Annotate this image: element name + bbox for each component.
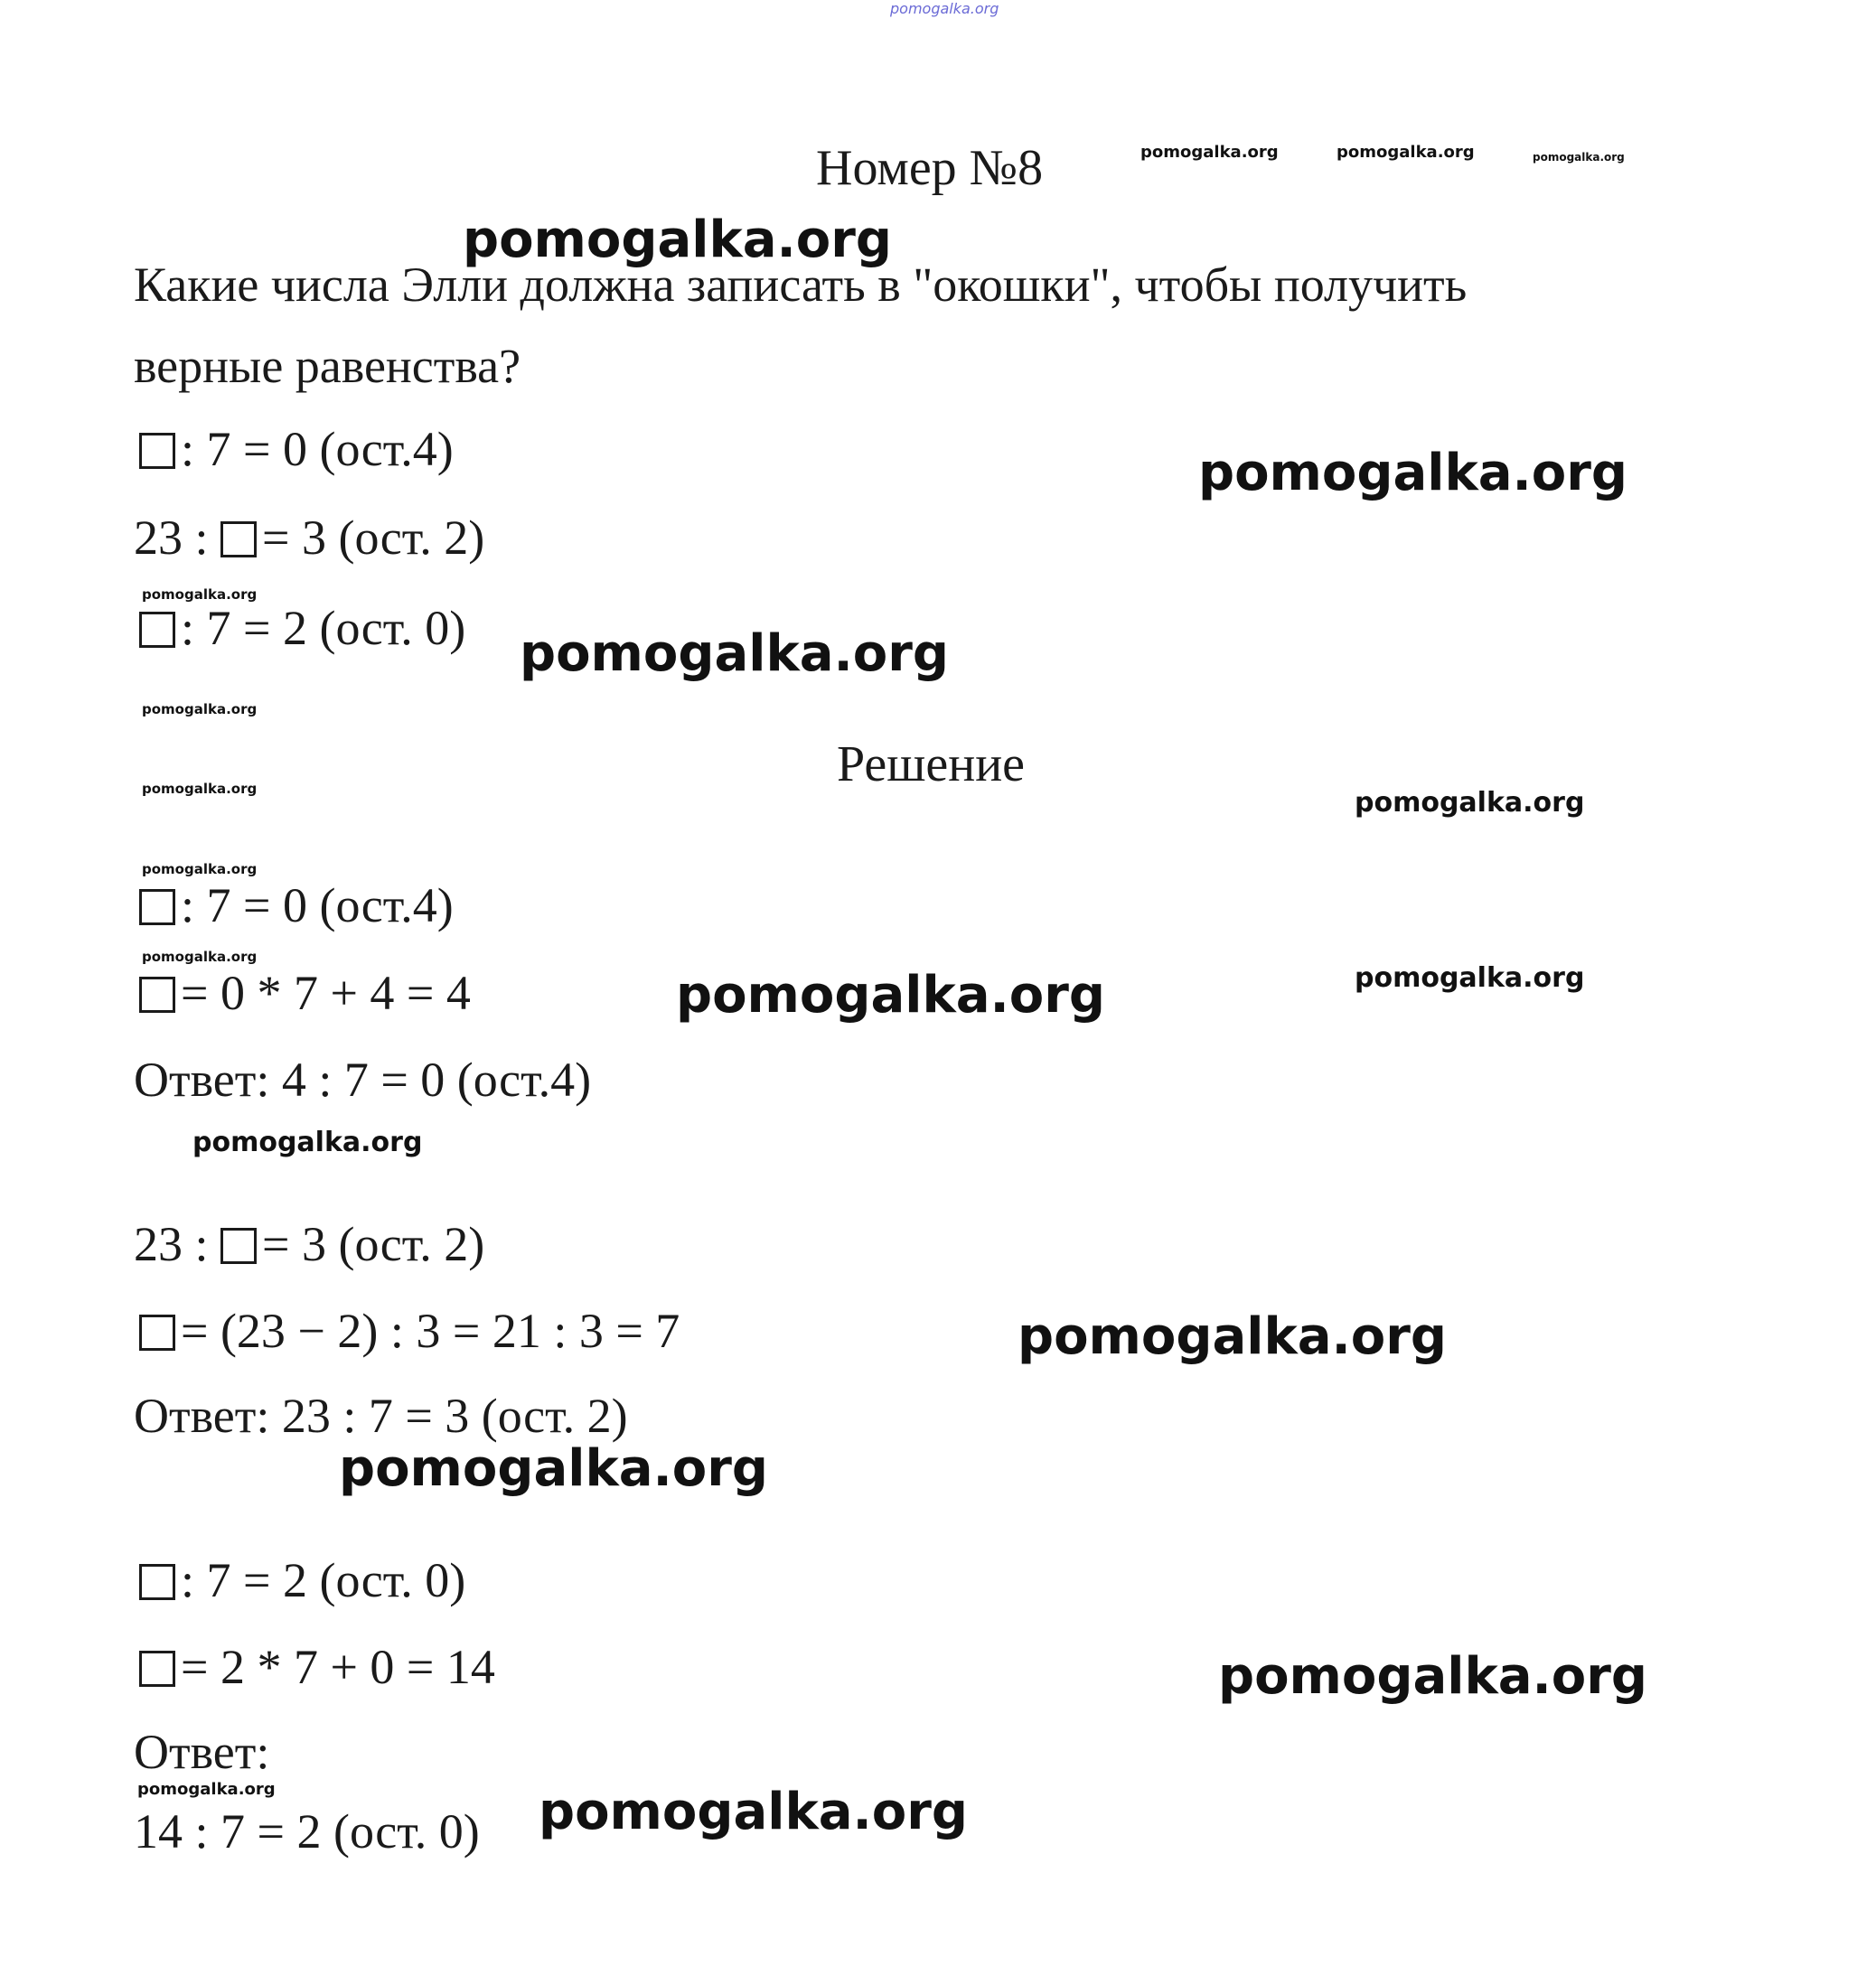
watermark: pomogalka.org bbox=[137, 1780, 276, 1799]
watermark: pomogalka.org bbox=[1140, 143, 1279, 162]
watermark: pomogalka.org bbox=[192, 1127, 423, 1158]
solution-1-line-1: : 7 = 0 (ост.4) bbox=[139, 881, 454, 930]
answer-box bbox=[139, 1315, 175, 1351]
answer-box bbox=[139, 1651, 175, 1687]
watermark: pomogalka.org bbox=[142, 586, 258, 603]
solution-2-answer: Ответ: 23 : 7 = 3 (ост. 2) bbox=[134, 1389, 628, 1443]
watermark: pomogalka.org bbox=[1355, 787, 1585, 819]
answer-box bbox=[139, 1564, 175, 1600]
watermark: pomogalka.org bbox=[142, 701, 258, 717]
watermark: pomogalka.org bbox=[539, 1783, 968, 1841]
watermark: pomogalka.org bbox=[142, 861, 258, 877]
watermark: pomogalka.org bbox=[1355, 962, 1585, 994]
watermark: pomogalka.org bbox=[520, 624, 949, 683]
watermark: pomogalka.org bbox=[142, 781, 258, 797]
answer-box bbox=[139, 433, 175, 469]
answer-box bbox=[139, 977, 175, 1013]
solution-3-line-1: : 7 = 2 (ост. 0) bbox=[139, 1556, 465, 1605]
question-line-1: Какие числа Элли должна записать в "окошки", чтобы получить bbox=[134, 257, 1468, 312]
watermark: pomogalka.org bbox=[142, 949, 258, 965]
solution-1-line-2: = 0 * 7 + 4 = 4 bbox=[139, 969, 471, 1017]
watermark: pomogalka.org bbox=[463, 211, 892, 269]
watermark: pomogalka.org bbox=[1337, 143, 1475, 162]
solution-title: Решение bbox=[837, 736, 1026, 792]
watermark: pomogalka.org bbox=[339, 1439, 768, 1498]
page-title: Номер №8 bbox=[816, 140, 1044, 196]
task-2: 23 : = 3 (ост. 2) bbox=[134, 510, 485, 565]
answer-box bbox=[220, 1228, 257, 1264]
watermark: pomogalka.org bbox=[1198, 444, 1627, 502]
watermark: pomogalka.org bbox=[676, 966, 1105, 1025]
solution-2-line-1: 23 : = 3 (ост. 2) bbox=[134, 1217, 485, 1271]
solution-3-answer-label: Ответ: bbox=[134, 1725, 270, 1779]
task-1: : 7 = 0 (ост.4) bbox=[139, 425, 454, 473]
watermark: pomogalka.org bbox=[1533, 151, 1625, 164]
solution-3-line-2: = 2 * 7 + 0 = 14 bbox=[139, 1643, 495, 1691]
watermark: pomogalka.org bbox=[1018, 1307, 1447, 1366]
answer-box bbox=[139, 612, 175, 648]
answer-box bbox=[139, 889, 175, 925]
solution-2-line-2: = (23 − 2) : 3 = 21 : 3 = 7 bbox=[139, 1306, 680, 1355]
answer-box bbox=[220, 521, 257, 557]
task-3: : 7 = 2 (ост. 0) bbox=[139, 604, 465, 652]
solution-1-answer: Ответ: 4 : 7 = 0 (ост.4) bbox=[134, 1053, 592, 1107]
watermark-top: pomogalka.org bbox=[890, 0, 999, 17]
question-line-2: верные равенства? bbox=[134, 339, 521, 393]
solution-3-answer-value: 14 : 7 = 2 (ост. 0) bbox=[134, 1804, 480, 1859]
watermark: pomogalka.org bbox=[1218, 1647, 1647, 1706]
